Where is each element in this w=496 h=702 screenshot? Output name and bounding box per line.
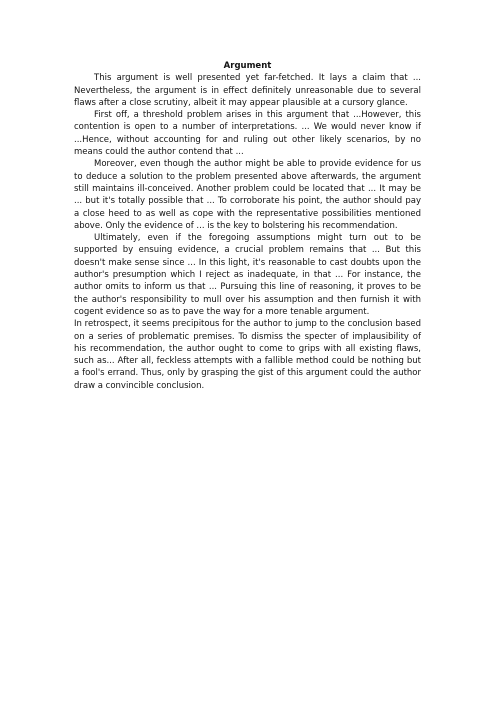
paragraph-third-point: Ultimately, even if the foregoing assumptions might turn out to be supported by ensuing evidence, a crucial problem remains that ... But this doesn't make sense since ... In this light, it's reasonable to cast doubts upon the author's presumption which I reject as inadequate, in that ... For instance, the author omits to inform us that ... Pursuing this line of reasoning, it proves to be the author's responsibility to mull over his assumption and then furnish it with cogent evidence so as to pave the way for a more tenable argument. [74, 233, 421, 317]
paragraph-second-point: Moreover, even though the author might be able to provide evidence for us to deduce a solution to the problem presented above afterwards, the argument still maintains ill-conceived. Another problem could be located that ... It may be ... but it's totally possible that ... To corroborate his point, the author should pay a close heed to as well as cope with the representative possibilities mentioned above. Only the evidence of ... is the key to bolstering his recommendation. [74, 159, 421, 231]
document-page [74, 60, 421, 392]
paragraph-first-point: First off, a threshold problem arises in this argument that ...However, this contention is open to a number of interpretations. ... We would never know if ...Hence, without accounting for and ruling out other likely scenarios, by no means could the author contend that ... [74, 110, 421, 158]
paragraph-conclusion: In retrospect, it seems precipitous for the author to jump to the conclusion based on a series of problematic premises. To dismiss the specter of implausibility of his recommendation, the author ought to come to grips with all existing flaws, such as... After all, feckless attempts with a fallible method could be nothing but a fool's errand. Thus, only by grasping the gist of this argument could the author draw a convincible conclusion. [74, 319, 421, 391]
paragraph-intro: This argument is well presented yet far-fetched. It lays a claim that ... Nevertheless, the argument is in effect definitely unreasonable due to several flaws after a close scrutiny, albeit it may appear plausible at a cursory glance. [74, 73, 421, 108]
document-title: Argument [223, 61, 272, 71]
